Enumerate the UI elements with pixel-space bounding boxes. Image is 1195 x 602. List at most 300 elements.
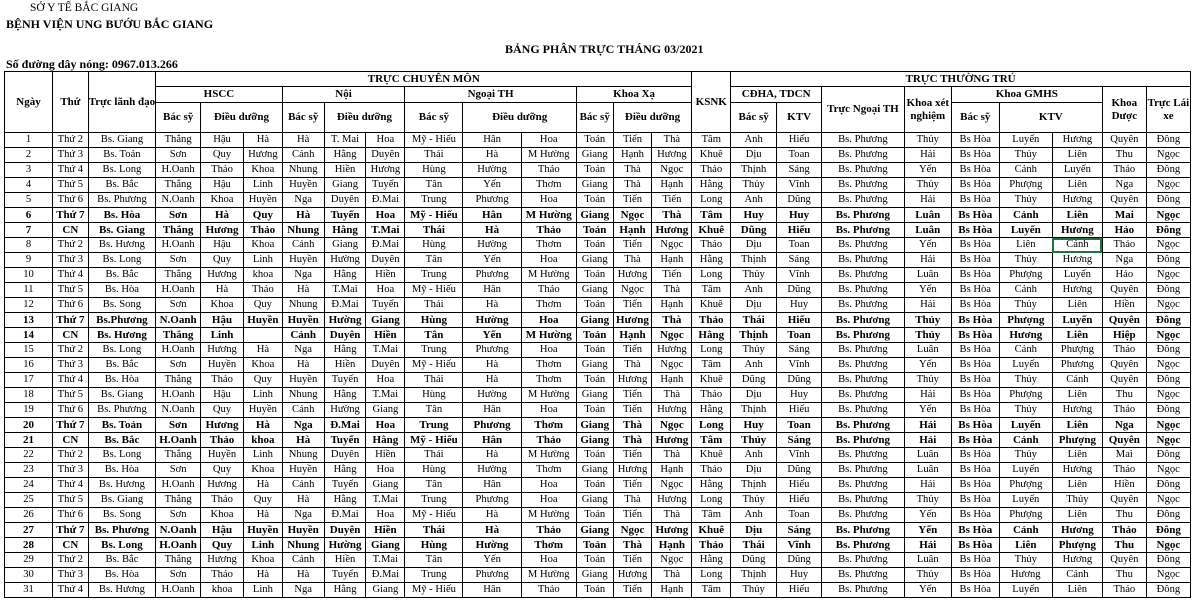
table-cell[interactable]: Giang xyxy=(576,178,613,193)
table-cell[interactable]: Hoa xyxy=(521,253,576,268)
table-cell[interactable]: Thứ 5 xyxy=(53,283,89,298)
table-cell[interactable]: Giang xyxy=(576,283,613,298)
table-cell[interactable]: M Hường xyxy=(521,268,576,283)
table-cell[interactable]: Hoa xyxy=(366,508,405,523)
table-cell[interactable]: Thà xyxy=(652,388,692,403)
table-cell[interactable]: Toản xyxy=(576,298,613,313)
table-cell[interactable]: Hùng xyxy=(405,313,463,328)
table-cell[interactable]: Linh xyxy=(201,328,244,343)
table-cell[interactable]: Hương xyxy=(201,223,244,238)
table-cell[interactable]: Hậu xyxy=(201,523,244,538)
table-cell[interactable]: Liên xyxy=(1052,148,1102,163)
table-cell[interactable]: Hường xyxy=(463,388,521,403)
table-cell[interactable]: Toản xyxy=(576,223,613,238)
table-cell[interactable]: Hoa xyxy=(521,553,576,568)
table-cell[interactable]: Bs. Phương xyxy=(822,523,905,538)
table-cell[interactable]: Hân xyxy=(463,478,521,493)
table-cell[interactable]: Ngọc xyxy=(652,418,692,433)
table-cell[interactable]: Đông xyxy=(1146,223,1190,238)
table-cell[interactable]: Thứ 2 xyxy=(53,553,89,568)
table-cell[interactable]: Quyên xyxy=(1102,373,1146,388)
table-cell[interactable]: Thà xyxy=(652,448,692,463)
table-cell[interactable]: Hân xyxy=(463,133,521,148)
table-cell[interactable]: Hương xyxy=(613,373,652,388)
table-cell[interactable]: Thơm xyxy=(521,373,576,388)
table-cell[interactable]: Vĩnh xyxy=(777,538,822,553)
table-cell[interactable]: Linh xyxy=(243,388,282,403)
table-cell[interactable]: M Hường xyxy=(521,208,576,223)
table-cell[interactable]: Giang xyxy=(366,538,405,553)
table-cell[interactable]: Sơn xyxy=(156,148,201,163)
table-cell[interactable]: Luân xyxy=(904,223,951,238)
table-cell[interactable]: Bs. Phương xyxy=(822,163,905,178)
table-cell[interactable]: Hải xyxy=(904,253,951,268)
table-cell[interactable]: 21 xyxy=(5,433,53,448)
table-cell[interactable]: Bs Hòa xyxy=(951,178,999,193)
table-cell[interactable]: Thu xyxy=(1102,538,1146,553)
table-cell[interactable]: Tiến xyxy=(613,478,652,493)
table-cell[interactable]: Toan xyxy=(777,148,822,163)
table-cell[interactable]: Hằng xyxy=(324,343,366,358)
table-cell[interactable]: Ngọc xyxy=(1146,298,1190,313)
table-cell[interactable]: Bs. Phương xyxy=(822,178,905,193)
table-cell[interactable]: Hằng xyxy=(324,388,366,403)
table-cell[interactable]: Liên xyxy=(999,538,1052,553)
table-cell[interactable]: Cảnh xyxy=(999,523,1052,538)
table-cell[interactable]: Dịu xyxy=(731,523,777,538)
table-cell[interactable]: Thu xyxy=(1102,508,1146,523)
table-cell[interactable]: Duyên xyxy=(324,448,366,463)
table-cell[interactable]: Hải xyxy=(904,388,951,403)
table-cell[interactable]: Nga xyxy=(1102,418,1146,433)
table-cell[interactable]: Nga xyxy=(282,268,324,283)
table-cell[interactable]: Thái xyxy=(405,298,463,313)
table-cell[interactable]: Hà xyxy=(463,148,521,163)
table-cell[interactable]: Bs. Long xyxy=(88,253,155,268)
table-cell[interactable]: Bs. Hòa xyxy=(88,463,155,478)
table-cell[interactable]: CN xyxy=(53,433,89,448)
table-cell[interactable]: Hằng xyxy=(692,553,731,568)
table-cell[interactable]: Phương xyxy=(463,568,521,583)
table-cell[interactable]: Thà xyxy=(652,508,692,523)
table-cell[interactable]: Linh xyxy=(243,583,282,598)
table-cell[interactable]: Bs. Phương xyxy=(822,583,905,598)
table-cell[interactable]: Luân xyxy=(904,553,951,568)
table-cell[interactable]: Duyên xyxy=(366,358,405,373)
table-cell[interactable]: Hằng xyxy=(324,268,366,283)
table-cell[interactable]: Yến xyxy=(904,508,951,523)
table-cell[interactable]: Hoa xyxy=(521,478,576,493)
table-cell[interactable]: Đông xyxy=(1146,583,1190,598)
table-cell[interactable]: Thủy xyxy=(904,178,951,193)
table-cell[interactable]: Thủy xyxy=(999,448,1052,463)
table-cell[interactable]: Đông xyxy=(1146,313,1190,328)
table-cell[interactable]: Thà xyxy=(613,433,652,448)
table-cell[interactable]: Hậu xyxy=(201,388,244,403)
table-cell[interactable]: Yến xyxy=(463,253,521,268)
table-cell[interactable]: Thu xyxy=(1102,388,1146,403)
table-cell[interactable]: Đ.Mai xyxy=(324,418,366,433)
table-cell[interactable]: Nhung xyxy=(282,223,324,238)
table-cell[interactable]: Thơm xyxy=(521,538,576,553)
table-cell[interactable]: Giang xyxy=(366,403,405,418)
table-cell[interactable]: Thu xyxy=(1102,148,1146,163)
table-cell[interactable]: khoa xyxy=(243,433,282,448)
table-cell[interactable]: Hậu xyxy=(201,133,244,148)
table-cell[interactable]: Thái xyxy=(405,523,463,538)
table-cell[interactable]: Nga xyxy=(282,193,324,208)
table-cell[interactable]: Khuê xyxy=(692,448,731,463)
table-cell[interactable]: Thủy xyxy=(731,493,777,508)
table-cell[interactable]: Hạnh xyxy=(652,373,692,388)
table-cell[interactable]: Tiến xyxy=(613,238,652,253)
table-cell[interactable]: Ngọc xyxy=(1146,538,1190,553)
table-cell[interactable]: Quy xyxy=(201,538,244,553)
table-cell[interactable]: Tiến xyxy=(613,583,652,598)
table-cell[interactable]: Bs. Phương xyxy=(822,508,905,523)
table-cell[interactable]: Bs. Bắc xyxy=(88,433,155,448)
table-cell[interactable]: Duyên xyxy=(366,253,405,268)
table-cell[interactable]: Thảo xyxy=(521,163,576,178)
table-cell[interactable]: Nhung xyxy=(282,163,324,178)
table-cell[interactable]: Hà xyxy=(243,508,282,523)
selected-cell[interactable]: Cảnh xyxy=(1052,238,1102,253)
table-cell[interactable]: Hùng xyxy=(405,538,463,553)
table-cell[interactable]: Thủy xyxy=(999,253,1052,268)
table-cell[interactable]: 16 xyxy=(5,358,53,373)
table-cell[interactable]: Thủy xyxy=(999,373,1052,388)
table-cell[interactable]: M Hường xyxy=(521,448,576,463)
table-cell[interactable]: Thái xyxy=(405,448,463,463)
table-cell[interactable]: Khuê xyxy=(692,298,731,313)
table-cell[interactable]: Toản xyxy=(576,583,613,598)
table-cell[interactable]: Thảo xyxy=(243,283,282,298)
table-cell[interactable]: Luyến xyxy=(999,418,1052,433)
table-cell[interactable]: Hường xyxy=(463,313,521,328)
table-cell[interactable]: Thảo xyxy=(1102,583,1146,598)
table-cell[interactable]: Giang xyxy=(576,358,613,373)
table-cell[interactable]: Hải xyxy=(904,148,951,163)
table-cell[interactable]: Thứ 2 xyxy=(53,343,89,358)
table-cell[interactable]: Hằng xyxy=(324,148,366,163)
table-cell[interactable]: Bs Hòa xyxy=(951,403,999,418)
table-cell[interactable]: Long xyxy=(692,568,731,583)
table-cell[interactable]: Hân xyxy=(463,433,521,448)
table-cell[interactable]: Hương xyxy=(1052,553,1102,568)
table-cell[interactable]: Thủy xyxy=(999,148,1052,163)
table-cell[interactable]: Trung xyxy=(405,343,463,358)
table-cell[interactable]: Hoa xyxy=(366,418,405,433)
table-cell[interactable]: Sơn xyxy=(156,463,201,478)
table-cell[interactable]: Duyên xyxy=(324,193,366,208)
table-cell[interactable]: Dũng xyxy=(731,223,777,238)
table-cell[interactable]: Bs. Song xyxy=(88,508,155,523)
table-cell[interactable]: Thủy xyxy=(731,433,777,448)
table-cell[interactable]: N.Oanh xyxy=(156,313,201,328)
table-cell[interactable]: Hà xyxy=(282,283,324,298)
table-cell[interactable]: Bs Hòa xyxy=(951,208,999,223)
table-cell[interactable]: Nhung xyxy=(282,448,324,463)
table-cell[interactable]: Hường xyxy=(463,163,521,178)
table-cell[interactable]: Yến xyxy=(463,178,521,193)
table-cell[interactable]: Quy xyxy=(201,253,244,268)
table-cell[interactable]: Thảo xyxy=(1102,238,1146,253)
table-cell[interactable]: 12 xyxy=(5,298,53,313)
table-cell[interactable]: Ngọc xyxy=(1146,358,1190,373)
table-cell[interactable]: Thái xyxy=(405,373,463,388)
table-cell[interactable]: Liên xyxy=(1052,418,1102,433)
table-cell[interactable]: Hoa xyxy=(521,343,576,358)
table-cell[interactable]: Hạnh xyxy=(613,148,652,163)
table-cell[interactable]: Sáng xyxy=(777,433,822,448)
table-cell[interactable]: Toản xyxy=(576,238,613,253)
table-cell[interactable]: Hương xyxy=(1052,403,1102,418)
table-cell[interactable]: Đông xyxy=(1146,523,1190,538)
table-cell[interactable]: Thứ 7 xyxy=(53,313,89,328)
table-cell[interactable]: Tân xyxy=(405,328,463,343)
table-cell[interactable]: Thứ 4 xyxy=(53,478,89,493)
table-cell[interactable]: Hương xyxy=(201,418,244,433)
table-cell[interactable]: Bs. Bắc xyxy=(88,358,155,373)
table-cell[interactable]: Bs. Phương xyxy=(822,373,905,388)
table-cell[interactable]: Tuyến xyxy=(324,433,366,448)
table-cell[interactable]: Hằng xyxy=(324,583,366,598)
table-cell[interactable]: Hiền xyxy=(324,358,366,373)
table-cell[interactable]: Bs. Song xyxy=(88,298,155,313)
table-cell[interactable]: Anh xyxy=(731,283,777,298)
table-cell[interactable]: Bs. Phương xyxy=(822,538,905,553)
table-cell[interactable]: Thảo xyxy=(521,223,576,238)
table-cell[interactable]: 29 xyxy=(5,553,53,568)
table-cell[interactable]: Bs Hòa xyxy=(951,253,999,268)
table-cell[interactable]: Huyền xyxy=(282,253,324,268)
table-cell[interactable]: Huyền xyxy=(282,313,324,328)
table-cell[interactable]: Tiến xyxy=(613,508,652,523)
table-cell[interactable]: Hiếu xyxy=(777,478,822,493)
table-cell[interactable]: Nga xyxy=(282,583,324,598)
table-cell[interactable]: Hiền xyxy=(366,328,405,343)
table-cell[interactable]: Bs Hòa xyxy=(951,538,999,553)
table-cell[interactable]: Bs Hòa xyxy=(951,568,999,583)
table-cell[interactable]: Hà xyxy=(201,208,244,223)
table-cell[interactable]: 22 xyxy=(5,448,53,463)
table-cell[interactable]: Thảo xyxy=(521,583,576,598)
table-cell[interactable]: Hương xyxy=(1052,223,1102,238)
table-cell[interactable]: Bs Hòa xyxy=(951,238,999,253)
table-cell[interactable]: Tân xyxy=(405,178,463,193)
table-cell[interactable]: Tâm xyxy=(692,133,731,148)
table-cell[interactable]: Tiến xyxy=(613,133,652,148)
table-cell[interactable]: Hương xyxy=(652,148,692,163)
table-cell[interactable]: Sáng xyxy=(777,253,822,268)
table-cell[interactable]: Hà xyxy=(463,358,521,373)
table-cell[interactable]: Thứ 7 xyxy=(53,418,89,433)
table-cell[interactable]: Khuê xyxy=(692,373,731,388)
table-cell[interactable]: Hà xyxy=(463,523,521,538)
table-cell[interactable]: Thịnh xyxy=(731,478,777,493)
table-cell[interactable]: Bs. Phương xyxy=(822,418,905,433)
table-cell[interactable]: 15 xyxy=(5,343,53,358)
table-cell[interactable]: Thủy xyxy=(904,568,951,583)
table-cell[interactable]: Liên xyxy=(1052,583,1102,598)
table-cell[interactable]: Phương xyxy=(463,343,521,358)
table-cell[interactable]: Bs Hòa xyxy=(951,478,999,493)
table-cell[interactable]: Tân xyxy=(405,403,463,418)
table-cell[interactable]: Hiền xyxy=(366,523,405,538)
table-cell[interactable]: Hà xyxy=(282,208,324,223)
table-cell[interactable]: Hiếu xyxy=(777,223,822,238)
table-cell[interactable]: Thắng xyxy=(156,493,201,508)
table-cell[interactable]: khoa xyxy=(243,268,282,283)
table-cell[interactable]: Huyền xyxy=(282,373,324,388)
table-cell[interactable]: Đông xyxy=(1146,508,1190,523)
table-cell[interactable]: Hiệp xyxy=(1102,328,1146,343)
table-cell[interactable]: Giang xyxy=(576,433,613,448)
table-cell[interactable]: Ngọc xyxy=(652,163,692,178)
table-cell[interactable]: Mỹ - Hiếu xyxy=(405,508,463,523)
table-cell[interactable]: Thứ 6 xyxy=(53,508,89,523)
table-cell[interactable]: Thà xyxy=(652,313,692,328)
table-cell[interactable]: Hường xyxy=(463,238,521,253)
table-cell[interactable]: Bs. Long xyxy=(88,343,155,358)
table-cell[interactable]: Huyền xyxy=(201,358,244,373)
table-cell[interactable]: Yến xyxy=(463,553,521,568)
table-cell[interactable]: Anh xyxy=(731,358,777,373)
table-cell[interactable]: 1 xyxy=(5,133,53,148)
table-cell[interactable]: 24 xyxy=(5,478,53,493)
table-cell[interactable]: Liên xyxy=(1052,328,1102,343)
table-cell[interactable]: Bs. Hòa xyxy=(88,283,155,298)
table-cell[interactable]: Anh xyxy=(731,133,777,148)
table-cell[interactable]: 20 xyxy=(5,418,53,433)
table-cell[interactable]: Hoa xyxy=(366,208,405,223)
table-cell[interactable]: Hương xyxy=(999,568,1052,583)
table-cell[interactable]: Khoa xyxy=(243,553,282,568)
table-cell[interactable]: Duyên xyxy=(366,148,405,163)
table-cell[interactable]: Thơm xyxy=(521,238,576,253)
table-cell[interactable]: Thủy xyxy=(731,343,777,358)
table-cell[interactable]: Phượng xyxy=(1052,538,1102,553)
table-cell[interactable]: Bs Hòa xyxy=(951,418,999,433)
table-cell[interactable]: Hoa xyxy=(521,493,576,508)
table-cell[interactable]: H.Oanh xyxy=(156,163,201,178)
table-cell[interactable]: Ngọc xyxy=(613,208,652,223)
table-cell[interactable]: Thứ 4 xyxy=(53,373,89,388)
table-cell[interactable]: Hà xyxy=(243,343,282,358)
table-cell[interactable]: 5 xyxy=(5,193,53,208)
table-cell[interactable]: Hường xyxy=(324,538,366,553)
table-cell[interactable]: Hạnh xyxy=(652,538,692,553)
table-cell[interactable]: Hạnh xyxy=(652,298,692,313)
table-cell[interactable]: Hà xyxy=(282,433,324,448)
table-cell[interactable]: Hải xyxy=(904,538,951,553)
table-cell[interactable]: Đ.Mai xyxy=(366,568,405,583)
table-cell[interactable]: Khuê xyxy=(692,523,731,538)
table-cell[interactable]: Giang xyxy=(366,313,405,328)
table-cell[interactable]: 28 xyxy=(5,538,53,553)
table-cell[interactable]: 7 xyxy=(5,223,53,238)
table-cell[interactable]: Quy xyxy=(201,148,244,163)
table-cell[interactable]: Luyến xyxy=(999,583,1052,598)
table-cell[interactable]: Huy xyxy=(731,418,777,433)
table-cell[interactable]: Bs Hòa xyxy=(951,268,999,283)
table-cell[interactable]: Giang xyxy=(324,238,366,253)
table-cell[interactable]: Thảo xyxy=(692,388,731,403)
table-cell[interactable]: Luyến xyxy=(1052,163,1102,178)
table-cell[interactable]: Yến xyxy=(904,163,951,178)
table-cell[interactable]: Hà xyxy=(463,223,521,238)
table-cell[interactable]: Liên xyxy=(1052,208,1102,223)
table-cell[interactable]: H.Oanh xyxy=(156,538,201,553)
table-cell[interactable]: Thứ 3 xyxy=(53,148,89,163)
table-cell[interactable]: Bs. Long xyxy=(88,448,155,463)
table-cell[interactable]: Bs. Toản xyxy=(88,418,155,433)
table-cell[interactable]: Huyền xyxy=(282,178,324,193)
table-cell[interactable]: Hà xyxy=(282,568,324,583)
table-cell[interactable]: Toan xyxy=(777,508,822,523)
table-cell[interactable]: Bs. Giang xyxy=(88,388,155,403)
table-cell[interactable]: Hương xyxy=(1052,193,1102,208)
table-cell[interactable]: Luyến xyxy=(1052,313,1102,328)
table-cell[interactable]: Sơn xyxy=(156,418,201,433)
table-cell[interactable]: Thứ 2 xyxy=(53,133,89,148)
table-cell[interactable]: Hân xyxy=(463,403,521,418)
table-cell[interactable]: Toản xyxy=(576,508,613,523)
table-cell[interactable]: Mỹ - Hiếu xyxy=(405,133,463,148)
table-cell[interactable]: Thủy xyxy=(731,583,777,598)
table-cell[interactable]: Bs. Phương xyxy=(822,313,905,328)
table-cell[interactable]: Bs. Phương xyxy=(822,358,905,373)
table-cell[interactable]: H.Oanh xyxy=(156,478,201,493)
table-cell[interactable]: Bs. Phương xyxy=(822,553,905,568)
table-cell[interactable]: Thịnh xyxy=(731,253,777,268)
table-cell[interactable]: T.Mai xyxy=(366,388,405,403)
table-cell[interactable]: Bs. Phương xyxy=(822,388,905,403)
table-cell[interactable]: Hiếu xyxy=(777,493,822,508)
table-cell[interactable]: 27 xyxy=(5,523,53,538)
table-cell[interactable]: Đông xyxy=(1146,553,1190,568)
table-cell[interactable]: Nhung xyxy=(282,298,324,313)
table-cell[interactable]: Bs. Phương xyxy=(88,523,155,538)
table-cell[interactable]: Linh xyxy=(243,538,282,553)
table-cell[interactable]: Mỹ - Hiếu xyxy=(405,358,463,373)
table-cell[interactable]: Quyên xyxy=(1102,493,1146,508)
table-cell[interactable]: Bs Hòa xyxy=(951,298,999,313)
table-cell[interactable]: Thủy xyxy=(731,268,777,283)
table-cell[interactable]: Giang xyxy=(576,523,613,538)
table-cell[interactable]: Hường xyxy=(324,313,366,328)
table-cell[interactable]: H.Oanh xyxy=(156,238,201,253)
table-cell[interactable]: Hà xyxy=(243,568,282,583)
table-cell[interactable]: Phương xyxy=(463,418,521,433)
table-cell[interactable]: Hường xyxy=(324,403,366,418)
table-cell[interactable]: Toản xyxy=(576,373,613,388)
table-cell[interactable]: Đ.Mai xyxy=(324,298,366,313)
table-cell[interactable]: 30 xyxy=(5,568,53,583)
table-cell[interactable]: Ngọc xyxy=(1146,178,1190,193)
table-cell[interactable]: Ngọc xyxy=(1146,568,1190,583)
table-cell[interactable]: Thơm xyxy=(521,358,576,373)
table-cell[interactable]: Thủy xyxy=(904,328,951,343)
table-cell[interactable]: Thảo xyxy=(201,433,244,448)
table-cell[interactable]: Thảo xyxy=(692,463,731,478)
table-cell[interactable]: Tuyến xyxy=(366,178,405,193)
table-cell[interactable]: Tâm xyxy=(692,358,731,373)
table-cell[interactable]: Giang xyxy=(366,478,405,493)
table-cell[interactable]: Bs Hòa xyxy=(951,553,999,568)
table-cell[interactable]: Quy xyxy=(243,373,282,388)
table-cell[interactable]: Đông xyxy=(1146,193,1190,208)
